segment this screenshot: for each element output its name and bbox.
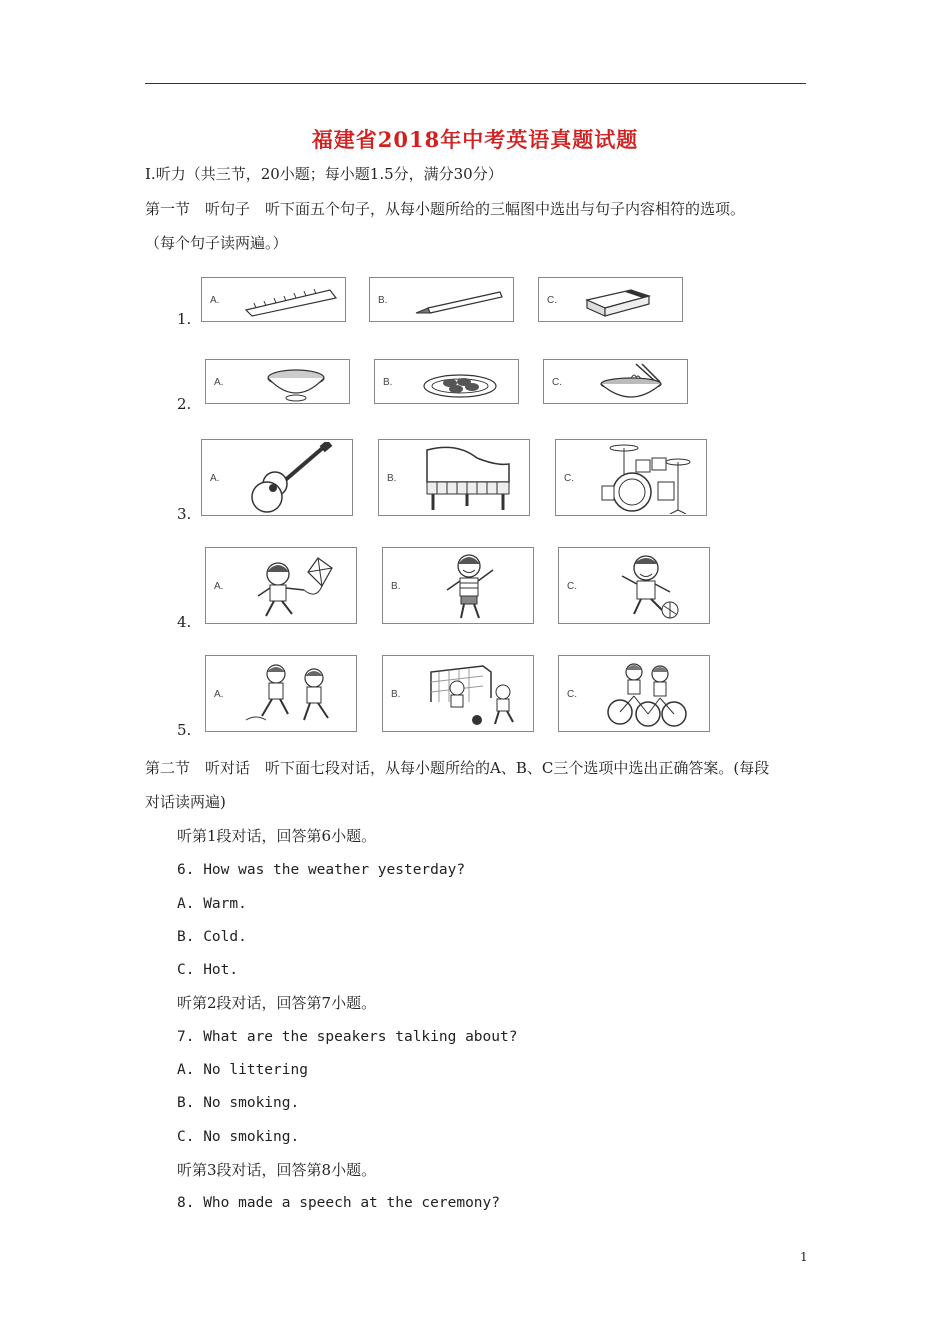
kids-running-icon bbox=[236, 658, 351, 730]
option-box[interactable]: A. bbox=[205, 359, 350, 404]
guitar-icon bbox=[247, 442, 337, 514]
option-box[interactable]: A. bbox=[201, 277, 346, 322]
part2-instruction: 第二节 听对话 听下面七段对话，从每小题所给的A、B、C三个选项中选出正确答案。(每段 bbox=[145, 759, 770, 777]
part1-instruction-cont: （每个句子读两遍。） bbox=[145, 234, 288, 252]
drums-icon bbox=[596, 442, 696, 514]
page-title: 福建省2018年中考英语真题试题 bbox=[311, 127, 639, 152]
answer-option[interactable]: B. No smoking. bbox=[177, 1095, 300, 1111]
answer-option[interactable]: B. Cold. bbox=[177, 929, 247, 945]
ruler-icon bbox=[242, 284, 342, 318]
question-text: 7. What are the speakers talking about? bbox=[177, 1029, 518, 1045]
option-box[interactable]: A. bbox=[201, 439, 353, 516]
noodles-bowl-icon bbox=[594, 362, 669, 402]
option-box[interactable]: C. bbox=[558, 655, 710, 732]
question-number: 5. bbox=[177, 721, 192, 739]
question-text: 8. Who made a speech at the ceremony? bbox=[177, 1195, 501, 1211]
kids-cycling-icon bbox=[604, 658, 694, 730]
answer-option[interactable]: C. No smoking. bbox=[177, 1129, 300, 1145]
option-box[interactable]: B. bbox=[382, 655, 534, 732]
piano-icon bbox=[417, 442, 517, 514]
kids-soccer-icon bbox=[413, 658, 528, 730]
option-box[interactable]: B. bbox=[374, 359, 519, 404]
option-box[interactable]: C. bbox=[543, 359, 688, 404]
section-heading: Ⅰ.听力（共三节，20小题；每小题1.5分，满分30分） bbox=[145, 165, 503, 183]
question-text: 6. How was the weather yesterday? bbox=[177, 862, 466, 878]
option-box[interactable]: B. bbox=[378, 439, 530, 516]
option-box[interactable]: B. bbox=[369, 277, 514, 322]
part1-instruction: 第一节 听句子 听下面五个句子，从每小题所给的三幅图中选出与句子内容相符的选项。 bbox=[145, 200, 746, 218]
option-box[interactable]: B. bbox=[382, 547, 534, 624]
question-number: 2. bbox=[177, 395, 192, 413]
header-rule bbox=[145, 83, 806, 84]
option-box[interactable]: A. bbox=[205, 655, 357, 732]
boy-kite-icon bbox=[246, 550, 346, 622]
dumplings-plate-icon bbox=[420, 366, 500, 400]
pencil-icon bbox=[410, 286, 510, 316]
answer-option[interactable]: C. Hot. bbox=[177, 962, 239, 978]
question-number: 1. bbox=[177, 310, 192, 328]
option-box[interactable]: C. bbox=[555, 439, 707, 516]
question-number: 4. bbox=[177, 613, 192, 631]
option-box[interactable]: C. bbox=[538, 277, 683, 322]
rice-bowl-icon bbox=[261, 364, 331, 402]
question-number: 3. bbox=[177, 505, 192, 523]
answer-option[interactable]: A. Warm. bbox=[177, 896, 247, 912]
answer-option[interactable]: A. No littering bbox=[177, 1062, 308, 1078]
dialogue-intro: 听第1段对话，回答第6小题。 bbox=[177, 827, 377, 845]
eraser-icon bbox=[579, 282, 669, 318]
option-box[interactable]: C. bbox=[558, 547, 710, 624]
boy-waving-icon bbox=[433, 550, 513, 622]
boy-ball-icon bbox=[604, 550, 694, 622]
option-box[interactable]: A. bbox=[205, 547, 357, 624]
dialogue-intro: 听第3段对话，回答第8小题。 bbox=[177, 1161, 377, 1179]
dialogue-intro: 听第2段对话，回答第7小题。 bbox=[177, 994, 377, 1012]
page-number: 1 bbox=[800, 1250, 808, 1264]
part2-instruction-cont: 对话读两遍) bbox=[145, 793, 226, 811]
